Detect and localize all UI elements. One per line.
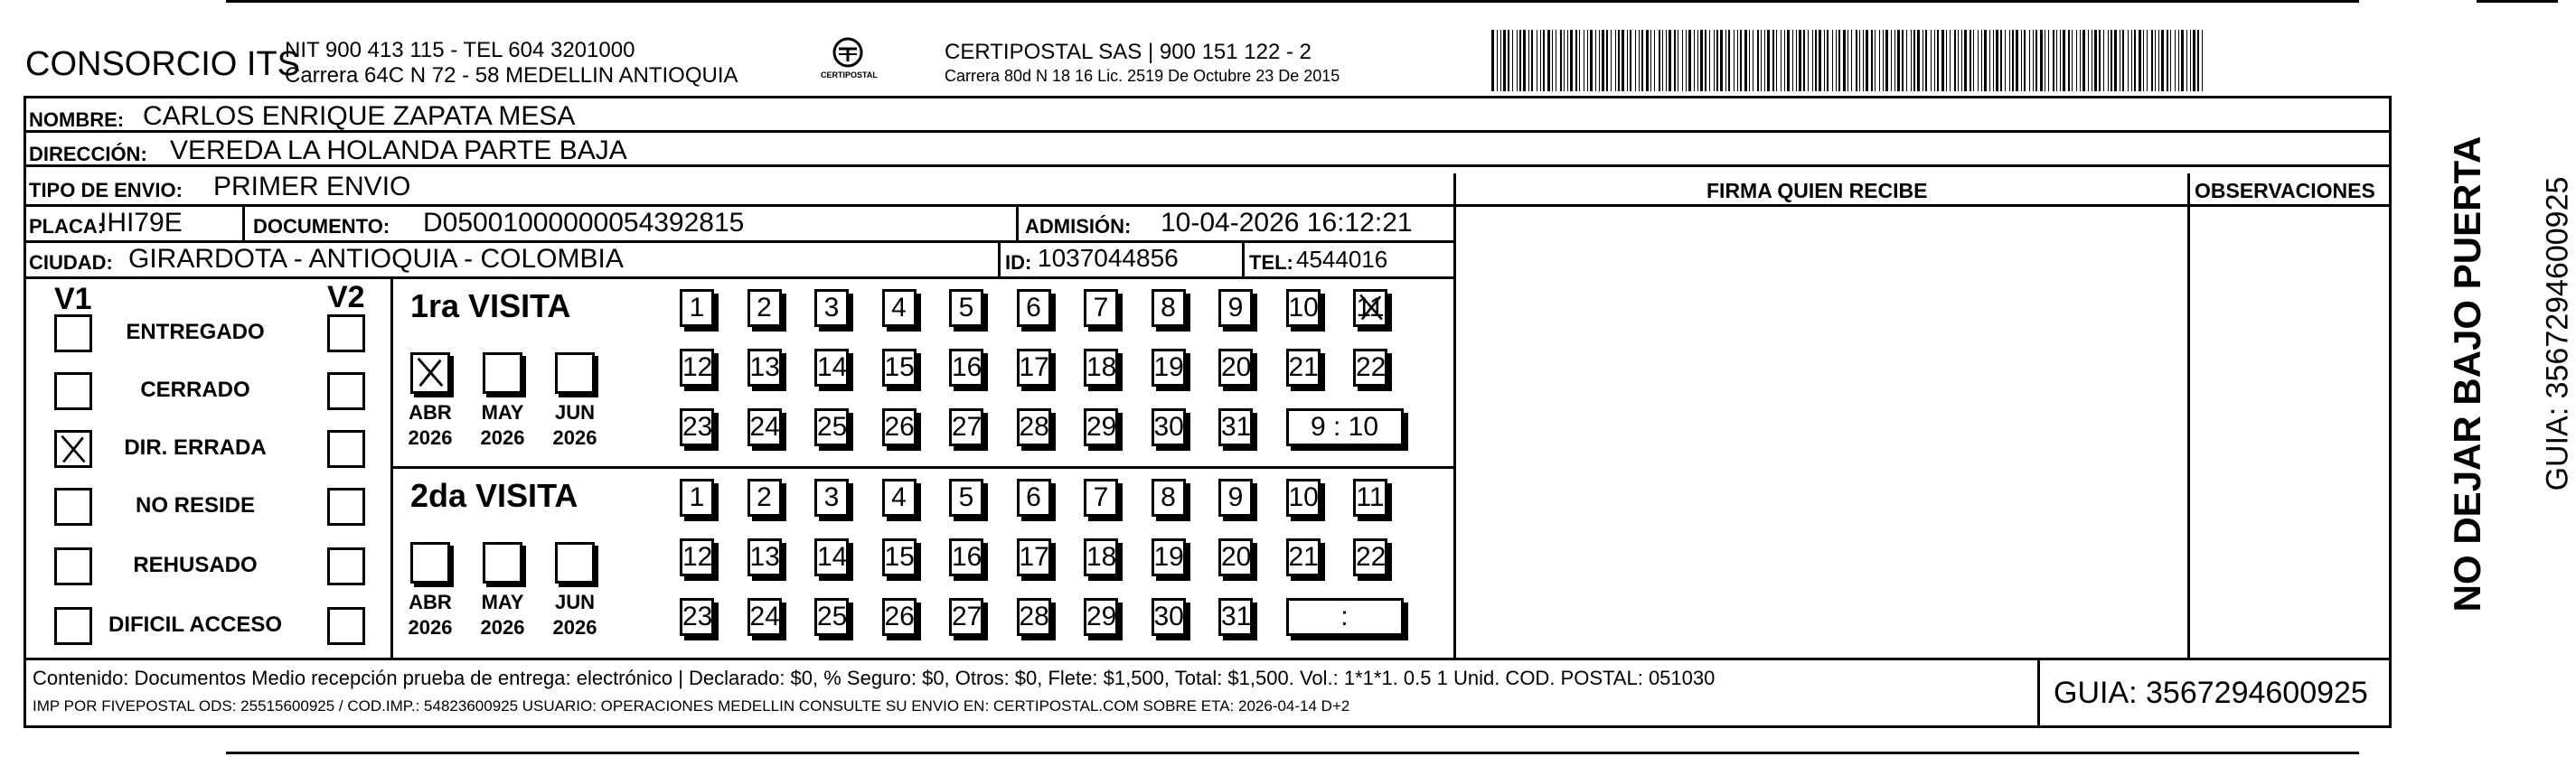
day-number: 14 [817, 352, 848, 382]
day-number: 12 [682, 352, 713, 382]
day-number: 26 [884, 412, 915, 442]
month-year: 2026 [480, 616, 525, 639]
day-number: 13 [749, 352, 780, 382]
day-box[interactable] [680, 289, 714, 327]
day-box[interactable] [680, 538, 714, 576]
side-warning: NO DEJAR BAJO PUERTA [2446, 136, 2488, 612]
day-box[interactable] [1152, 289, 1186, 327]
admision-value: 10-04-2026 16:12:21 [1161, 208, 1413, 238]
day-number: 8 [1161, 293, 1176, 322]
day-box[interactable] [680, 598, 714, 636]
top-rule [226, 0, 2359, 3]
day-number: 25 [817, 602, 848, 631]
day-box[interactable] [949, 538, 983, 576]
day-box[interactable] [1218, 349, 1253, 387]
day-check-mark [1356, 292, 1387, 331]
day-number: 7 [1093, 293, 1109, 322]
nombre-value: CARLOS ENRIQUE ZAPATA MESA [143, 101, 576, 131]
visit-title: 2da VISITA [410, 477, 578, 514]
barcode [1491, 30, 2214, 91]
day-number: 26 [884, 602, 915, 631]
tipo-value: PRIMER ENVIO [213, 172, 411, 201]
month-year: 2026 [552, 426, 597, 449]
placa-label: PLACA: [29, 215, 105, 238]
day-number: 3 [823, 293, 840, 322]
day-number: 1 [689, 482, 705, 512]
day-number: 9 [1227, 482, 1244, 512]
status-label: DIFICIL ACCESO [108, 612, 282, 637]
day-box[interactable] [1218, 598, 1253, 636]
day-box[interactable] [1017, 408, 1051, 446]
day-number: 20 [1221, 542, 1252, 572]
ciudad-value: GIRARDOTA - ANTIOQUIA - COLOMBIA [128, 244, 624, 274]
month-checkbox[interactable] [410, 542, 450, 584]
footer-imp: IMP POR FIVEPOSTAL ODS: 25515600925 / COD.IMP.: 54823600925 USUARIO: OPERACIONES MEDELLIN CONSULTE SU ENVIO EN: CERTIPOSTAL.COM SOBRE ETA: 2026-04-14 D+2 [33, 697, 1350, 715]
day-box[interactable] [680, 408, 714, 446]
day-number: 21 [1288, 352, 1319, 382]
day-number: 4 [891, 482, 907, 512]
tipo-label: TIPO DE ENVIO: [29, 179, 183, 201]
day-number: 5 [958, 482, 974, 512]
top-rule-right [2477, 0, 2558, 3]
day-box[interactable] [747, 538, 782, 576]
day-number: 31 [1221, 602, 1252, 631]
day-number: 23 [682, 412, 713, 442]
day-box[interactable] [680, 479, 714, 517]
v2-checkbox[interactable] [327, 607, 365, 645]
day-number: 22 [1356, 352, 1387, 382]
direccion-value: VEREDA LA HOLANDA PARTE BAJA [170, 136, 627, 165]
v1-header: V1 [54, 282, 92, 316]
row-line [24, 276, 1455, 279]
day-number: 31 [1221, 412, 1252, 442]
day-box[interactable] [1084, 538, 1118, 576]
day-number: 9 [1227, 293, 1244, 322]
v2-checkbox[interactable] [327, 488, 365, 526]
company-name: CONSORCIO ITS [25, 45, 301, 83]
day-box[interactable] [949, 289, 983, 327]
day-box[interactable] [1084, 598, 1118, 636]
day-number: 2 [757, 482, 772, 512]
day-box[interactable] [747, 598, 782, 636]
day-box[interactable] [1084, 479, 1118, 517]
month-checkbox[interactable] [483, 352, 522, 394]
visit-title: 1ra VISITA [410, 287, 571, 324]
day-box[interactable] [882, 538, 917, 576]
certipostal-line2: Carrera 80d N 18 16 Lic. 2519 De Octubre 23 De 2015 [945, 67, 1340, 85]
day-box[interactable] [747, 289, 782, 327]
side-guia: GUIA: 3567294600925 [2540, 176, 2575, 491]
v2-checkbox[interactable] [327, 314, 365, 352]
day-number: 24 [749, 602, 780, 631]
day-box[interactable] [680, 349, 714, 387]
day-number: 14 [817, 542, 848, 572]
day-number: 5 [958, 293, 974, 322]
day-box[interactable] [1353, 349, 1387, 387]
month-year: 2026 [480, 426, 525, 449]
month-checkbox[interactable] [483, 542, 522, 584]
month-name: ABR [409, 401, 452, 424]
day-number: 24 [749, 412, 780, 442]
day-number: 19 [1153, 542, 1184, 572]
day-number: 19 [1153, 352, 1184, 382]
day-number: 8 [1161, 482, 1176, 512]
day-box[interactable] [1017, 349, 1051, 387]
time-box[interactable] [1286, 598, 1404, 636]
month-checkbox[interactable] [555, 352, 595, 394]
footer-contenido: Contenido: Documentos Medio recepción prueba de entrega: electrónico | Declarado: $0, % Seguro: $0, Otros: $0, Flete: $1,500, Total: $1,500. Vol.: 1*1*1. 0.5 1 Unid. COD. POSTAL: 051030 [33, 667, 1716, 689]
month-year: 2026 [408, 616, 453, 639]
day-number: 16 [952, 542, 982, 572]
nombre-label: NOMBRE: [29, 108, 125, 131]
day-number: 13 [749, 542, 780, 572]
day-number: 30 [1153, 412, 1184, 442]
tel-label: TEL: [1249, 251, 1293, 274]
month-name: JUN [554, 401, 595, 424]
time-value: : [1340, 602, 1349, 631]
day-box[interactable] [1084, 349, 1118, 387]
day-box[interactable] [1286, 538, 1321, 576]
placa-value: IHI79E [99, 208, 183, 238]
day-number: 12 [682, 542, 713, 572]
day-number: 4 [891, 293, 907, 322]
month-year: 2026 [552, 616, 597, 639]
observaciones-header: OBSERVACIONES [2195, 179, 2375, 202]
day-box[interactable] [814, 408, 849, 446]
day-number: 11 [1356, 482, 1385, 512]
day-box[interactable] [882, 408, 917, 446]
admision-label: ADMISIÓN: [1025, 215, 1132, 238]
day-number: 27 [952, 412, 982, 442]
day-box[interactable] [814, 479, 849, 517]
day-number: 17 [1019, 542, 1049, 572]
month-checkbox-checked[interactable] [410, 352, 450, 394]
v2-checkbox[interactable] [327, 547, 365, 585]
day-box[interactable] [949, 598, 983, 636]
firma-header-line [1453, 204, 2392, 207]
day-number: 15 [884, 542, 915, 572]
status-label: CERRADO [140, 378, 250, 402]
day-box[interactable] [1286, 479, 1321, 517]
month-name: ABR [409, 591, 452, 613]
day-number: 22 [1356, 542, 1387, 572]
day-number: 7 [1093, 482, 1109, 512]
day-number: 27 [952, 602, 982, 631]
time-value: 9 : 10 [1310, 412, 1379, 442]
day-number: 6 [1026, 293, 1041, 322]
day-box[interactable] [1084, 289, 1118, 327]
day-box[interactable] [1017, 538, 1051, 576]
day-box[interactable] [1084, 408, 1118, 446]
day-number: 29 [1086, 412, 1117, 442]
tel-divider [1242, 240, 1245, 276]
day-box[interactable] [882, 598, 917, 636]
day-number: 23 [682, 602, 713, 631]
footer-guia-divider [2037, 658, 2040, 728]
day-box[interactable] [1152, 349, 1186, 387]
day-box[interactable] [949, 349, 983, 387]
day-number: 15 [884, 352, 915, 382]
documento-value: D05001000000054392815 [423, 208, 745, 238]
documento-label: DOCUMENTO: [253, 215, 390, 238]
day-box[interactable] [1218, 408, 1253, 446]
day-box[interactable] [949, 408, 983, 446]
side-text [2404, 99, 2575, 641]
id-value: 1037044856 [1038, 244, 1179, 272]
day-number: 2 [757, 293, 772, 322]
status-label: ENTREGADO [126, 320, 265, 344]
day-box[interactable] [1353, 479, 1387, 517]
month-name: MAY [481, 591, 524, 613]
day-box[interactable] [949, 479, 983, 517]
day-number: 10 [1288, 293, 1319, 322]
direccion-label: DIRECCIÓN: [29, 143, 147, 165]
id-label: ID: [1005, 251, 1032, 274]
day-box[interactable] [882, 479, 917, 517]
day-box[interactable] [882, 289, 917, 327]
row-line [24, 658, 2392, 660]
day-number: 30 [1153, 602, 1184, 631]
status-label: REHUSADO [133, 553, 258, 577]
bottom-rule [226, 752, 2359, 754]
day-number: 18 [1086, 352, 1117, 382]
col-line-obs [2187, 173, 2190, 658]
visit-divider [390, 466, 1455, 469]
day-number: 20 [1221, 352, 1252, 382]
day-box[interactable] [1152, 538, 1186, 576]
v2-header: V2 [327, 280, 365, 314]
day-box[interactable] [747, 479, 782, 517]
v2-checkbox[interactable] [327, 372, 365, 410]
status-label: NO RESIDE [135, 493, 256, 518]
day-number: 28 [1019, 412, 1049, 442]
day-box[interactable] [814, 349, 849, 387]
day-number: 11 [1356, 293, 1385, 322]
placa-divider [242, 204, 245, 240]
day-box[interactable] [1017, 289, 1051, 327]
day-box[interactable] [1218, 289, 1253, 327]
day-box[interactable] [1152, 479, 1186, 517]
month-checkbox[interactable] [555, 542, 595, 584]
day-box[interactable] [1353, 538, 1387, 576]
month-name: JUN [554, 591, 595, 613]
status-label: DIR. ERRADA [124, 435, 267, 460]
day-number: 6 [1026, 482, 1041, 512]
id-divider [998, 240, 1001, 276]
footer-guia: GUIA: 3567294600925 [2054, 676, 2368, 710]
day-box[interactable] [1017, 598, 1051, 636]
ciudad-label: CIUDAD: [29, 251, 113, 274]
day-box[interactable] [1152, 408, 1186, 446]
nit-line: NIT 900 413 115 - TEL 604 3201000 [285, 38, 635, 62]
day-number: 18 [1086, 542, 1117, 572]
day-number: 17 [1019, 352, 1049, 382]
day-box[interactable] [1017, 479, 1051, 517]
day-box[interactable] [747, 408, 782, 446]
day-box[interactable] [1218, 479, 1253, 517]
day-box[interactable] [814, 598, 849, 636]
day-number: 1 [689, 293, 705, 322]
day-number: 21 [1288, 542, 1319, 572]
day-number: 16 [952, 352, 982, 382]
row-line [24, 240, 1455, 243]
day-box-checked[interactable] [1353, 289, 1387, 327]
day-box[interactable] [1152, 598, 1186, 636]
logo-text: CERTIPOSTAL [821, 70, 878, 79]
day-number: 29 [1086, 602, 1117, 631]
tel-value: 4544016 [1296, 246, 1388, 273]
admision-divider [1016, 204, 1019, 240]
firma-header: FIRMA QUIEN RECIBE [1706, 179, 1928, 202]
day-number: 3 [823, 482, 840, 512]
certipostal-line1: CERTIPOSTAL SAS | 900 151 122 - 2 [945, 40, 1312, 64]
col-line-firma [1453, 173, 1456, 658]
month-name: MAY [481, 401, 524, 424]
day-box[interactable] [1218, 538, 1253, 576]
day-number: 25 [817, 412, 848, 442]
time-box[interactable] [1286, 408, 1404, 446]
certipostal-logo [821, 36, 878, 89]
day-box[interactable] [1286, 349, 1321, 387]
day-box[interactable] [747, 349, 782, 387]
day-number: 28 [1019, 602, 1049, 631]
day-box[interactable] [882, 349, 917, 387]
day-box[interactable] [814, 538, 849, 576]
v2-checkbox[interactable] [327, 430, 365, 468]
day-number: 10 [1288, 482, 1319, 512]
day-box[interactable] [1286, 289, 1321, 327]
address-line: Carrera 64C N 72 - 58 MEDELLIN ANTIOQUIA [285, 63, 738, 88]
day-box[interactable] [814, 289, 849, 327]
month-year: 2026 [408, 426, 453, 449]
